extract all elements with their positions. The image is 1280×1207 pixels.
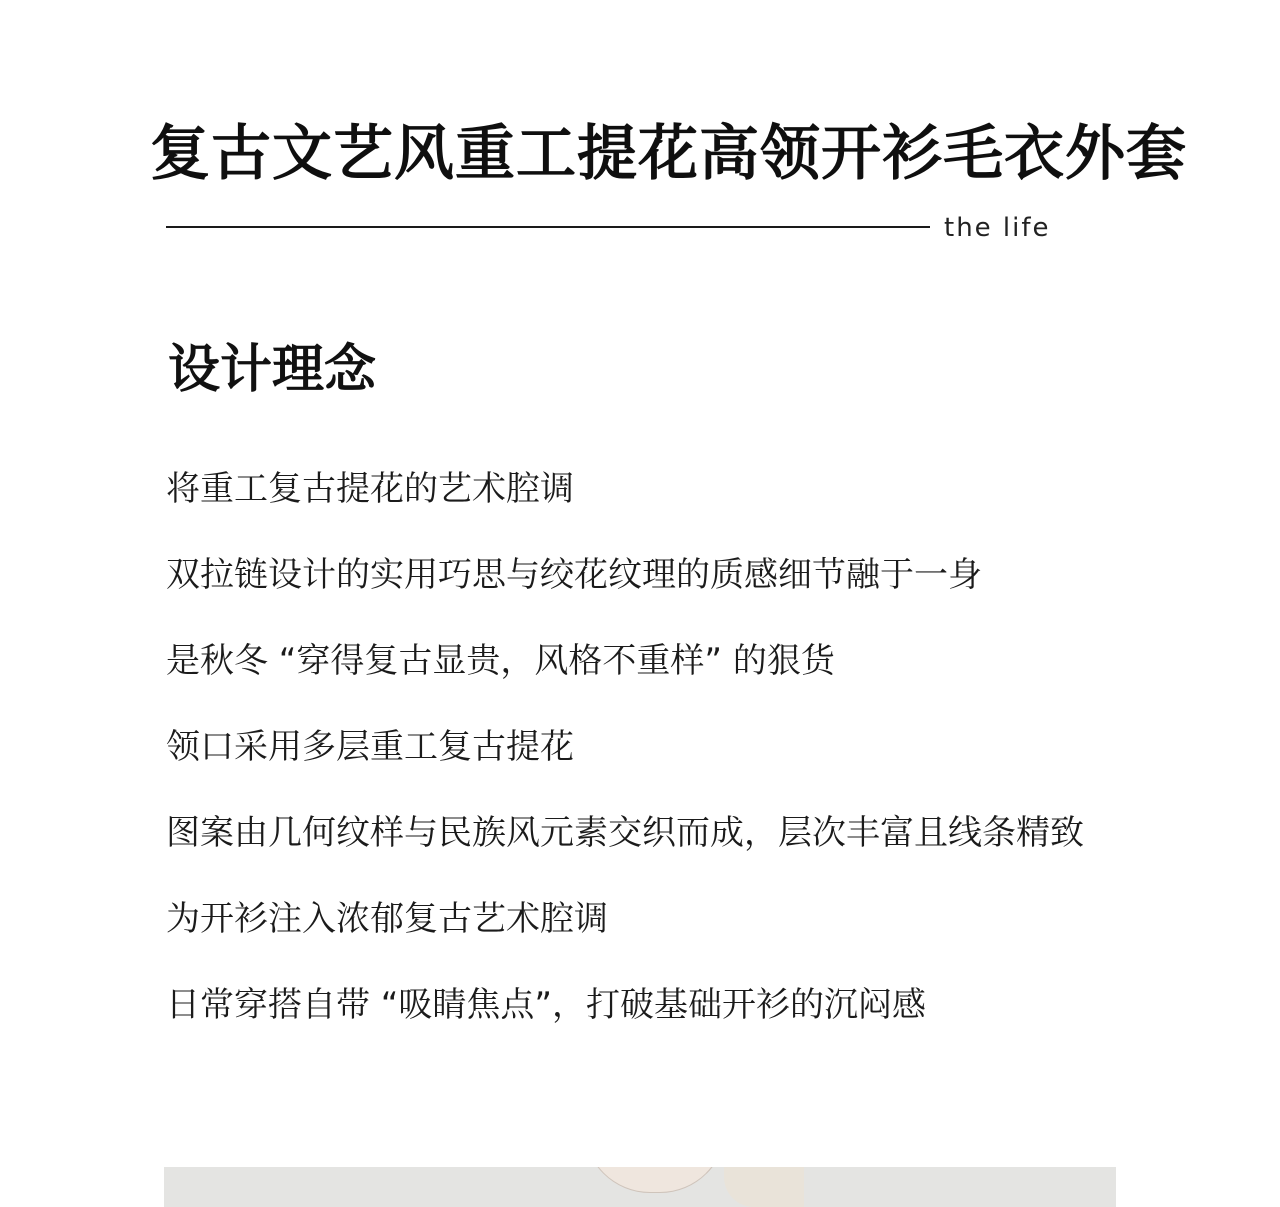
tagline: the life [944,213,1051,243]
product-photo [164,1167,1116,1207]
section-heading: 设计理念 [168,340,377,400]
description-line: 双拉链设计的实用巧思与绞花纹理的质感细节融于一身 [166,555,982,595]
product-title: 复古文艺风重工提花高领开衫毛衣外套 [150,119,1187,189]
design-description [166,462,1266,1064]
title-divider-line [166,226,930,228]
description-line: 图案由几何纹样与民族风元素交织而成，层次丰富且线条精致 [166,813,1084,853]
model-chin-shape [584,1167,726,1193]
description-line: 是秋冬 “穿得复古显贵，风格不重样” 的狠货 [166,641,835,681]
description-line: 为开衫注入浓郁复古艺术腔调 [166,899,608,939]
description-line: 将重工复古提花的艺术腔调 [166,469,574,509]
description-line: 日常穿搭自带 “吸睛焦点”，打破基础开衫的沉闷感 [166,985,927,1025]
sweater-collar-shape [724,1167,804,1207]
description-line: 领口采用多层重工复古提花 [166,727,574,767]
